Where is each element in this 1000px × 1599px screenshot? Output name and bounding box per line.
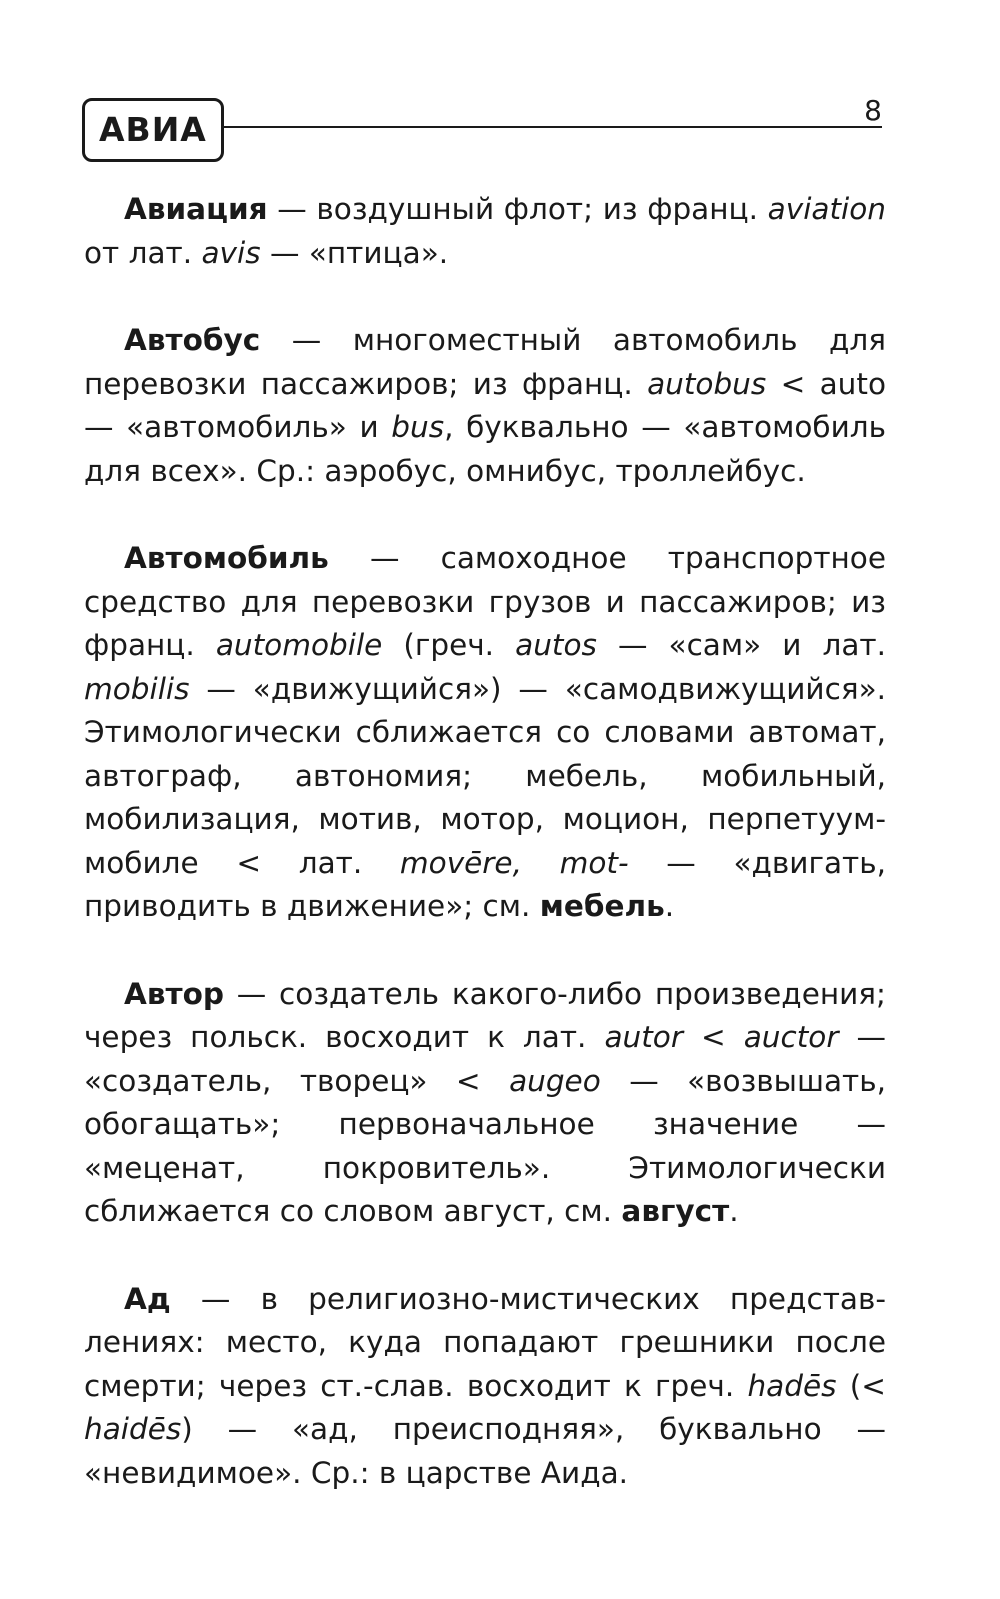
entry-term: Автомобиль bbox=[124, 541, 329, 575]
definition-text: < bbox=[682, 1020, 744, 1054]
latin-term: bus bbox=[391, 410, 445, 444]
entry-term: Автобус bbox=[124, 323, 261, 357]
entry-definition bbox=[84, 541, 886, 923]
header-rule bbox=[216, 126, 882, 128]
latin-term: mobilis bbox=[84, 671, 190, 706]
latin-term: automobile bbox=[215, 628, 383, 662]
definition-text: — «птица». bbox=[260, 235, 449, 270]
definition-text: , буквально — «автомобиль для всех». Ср.: аэробус, омнибус, троллейбус. bbox=[84, 410, 886, 488]
definition-text: (греч. bbox=[382, 628, 516, 662]
definition-text: . bbox=[664, 889, 675, 923]
definition-text: < auto — «автомобиль» и bbox=[84, 366, 886, 444]
cross-reference: август bbox=[621, 1194, 730, 1228]
definition-text: — «возвышать, обогащать»; первоначальное значение — «меценат, покровитель». Этимологически сближается со словом август, см. bbox=[84, 1063, 886, 1228]
dictionary-entry bbox=[84, 537, 886, 929]
dictionary-entry bbox=[84, 973, 886, 1234]
entry-term: Авиация bbox=[124, 192, 268, 226]
definition-text: — создатель какого-либо произведения; через польск. восходит к лат. bbox=[84, 976, 886, 1054]
entries-list bbox=[84, 188, 886, 1539]
page-number: 8 bbox=[864, 94, 882, 127]
latin-term: aviation bbox=[767, 192, 886, 226]
latin-term: hadēs bbox=[747, 1368, 837, 1403]
latin-term: auctor bbox=[743, 1020, 839, 1054]
latin-term: augeo bbox=[509, 1063, 601, 1098]
entry-definition bbox=[84, 1282, 886, 1490]
definition-text: — «движущийся») — «самодвижущийся». Этимологически сближается со словами автомат, автограф, автономия; мебель, мобильный, мобилизация, мотив, мотор, моцион, перпетуум-мобиле < лат. bbox=[84, 671, 886, 880]
definition-text: — в религиозно-мистических представлениях: место, куда попадают грешники после смерти; через ст.-слав. восходит к греч. bbox=[84, 1281, 886, 1403]
definition-text: — «двигать, приводить в движение»; см. bbox=[84, 845, 886, 923]
entry-term: Ад bbox=[124, 1281, 171, 1316]
dictionary-entry bbox=[84, 1278, 886, 1496]
latin-term: haidēs bbox=[84, 1412, 182, 1446]
entry-term: Автор bbox=[124, 976, 224, 1011]
definition-text: . bbox=[729, 1194, 739, 1228]
dictionary-entry bbox=[84, 188, 886, 275]
latin-term: avis bbox=[201, 235, 261, 270]
latin-term: autos bbox=[515, 628, 597, 662]
definition-text: (< bbox=[836, 1368, 886, 1403]
definition-text: — многоместный автомобиль для перевозки пассажиров; из франц. bbox=[84, 323, 886, 401]
latin-term: autobus bbox=[647, 366, 767, 401]
section-label: АВИА bbox=[82, 98, 224, 162]
definition-text: — «создатель, творец» < bbox=[84, 1020, 886, 1098]
page-header bbox=[82, 94, 882, 160]
definition-text: — воздушный флот; из франц. bbox=[267, 192, 768, 226]
cross-reference: мебель bbox=[539, 889, 665, 923]
latin-term: movēre, mot- bbox=[399, 845, 629, 880]
dictionary-entry bbox=[84, 319, 886, 493]
definition-text: от лат. bbox=[84, 235, 202, 270]
definition-text: — «сам» и лат. bbox=[596, 628, 886, 662]
definition-text: ) — «ад, преисподняя», буквально — «невидимое». Ср.: в царстве Аида. bbox=[84, 1412, 886, 1490]
entry-definition bbox=[84, 977, 886, 1229]
definition-text: — самоходное транспортное средство для перевозки грузов и пассажиров; из франц. bbox=[84, 541, 886, 662]
latin-term: autor bbox=[604, 1020, 683, 1054]
